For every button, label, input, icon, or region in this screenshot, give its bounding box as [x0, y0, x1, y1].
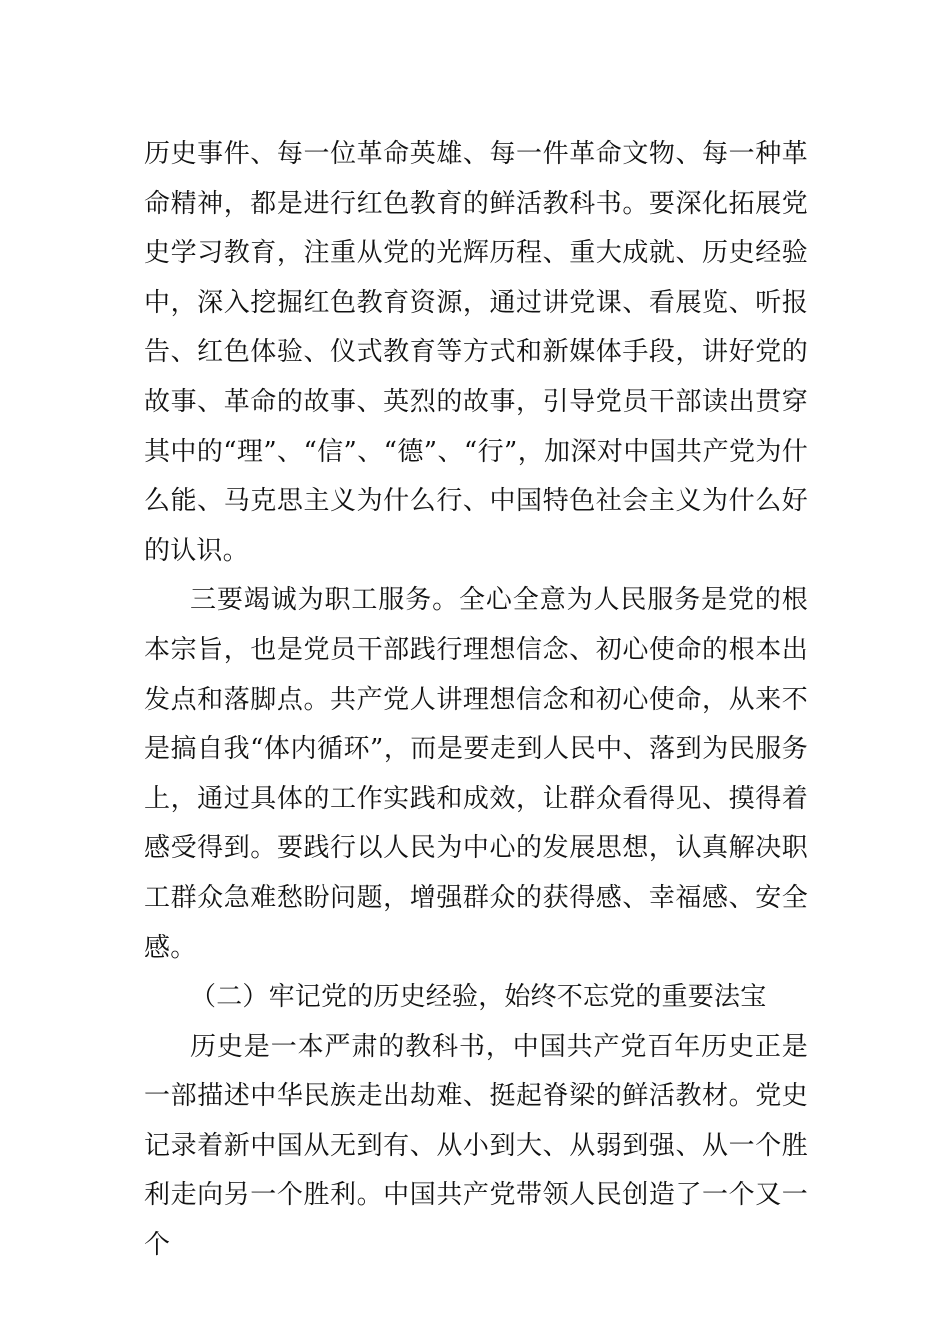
paragraph-continued: 历史事件、每一位革命英雄、每一件革命文物、每一种革命精神，都是进行红色教育的鲜活教科书。要深化拓展党史学习教育，注重从党的光辉历程、重大成就、历史经验中，深入挖掘红色教育资源，通过讲党课、看展览、听报告、红色体验、仪式教育等方式和新媒体手段，讲好党的故事、革命的故事、英烈的故事，引导党员干部读出贯穿其中的“理”、“信”、“德”、“行”，加深对中国共产党为什么能、马克思主义为什么行、中国特色社会主义为什么好的认识。 — [144, 139, 808, 566]
document-body — [144, 130, 808, 1271]
section-heading: （二）牢记党的历史经验，始终不忘党的重要法宝 — [190, 982, 767, 1013]
paragraph-serve-workers: 三要竭诚为职工服务。全心全意为人民服务是党的根本宗旨，也是党员干部践行理想信念、初心使命的根本出发点和落脚点。共产党人讲理想信念和初心使命，从来不是搞自我“体内循环”，而是要走到人民中、落到为民服务上，通过具体的工作实践和成效，让群众看得见、摸得着感受得到。要践行以人民为中心的发展思想，认真解决职工群众急难愁盼问题，增强群众的获得感、幸福感、安全感。 — [144, 585, 808, 963]
paragraph-history-textbook: 历史是一本严肃的教科书，中国共产党百年历史正是一部描述中华民族走出劫难、挺起脊梁的鲜活教材。党史记录着新中国从无到有、从小到大、从弱到强、从一个胜利走向另一个胜利。中国共产党带领人民创造了一个又一个 — [144, 1031, 808, 1261]
